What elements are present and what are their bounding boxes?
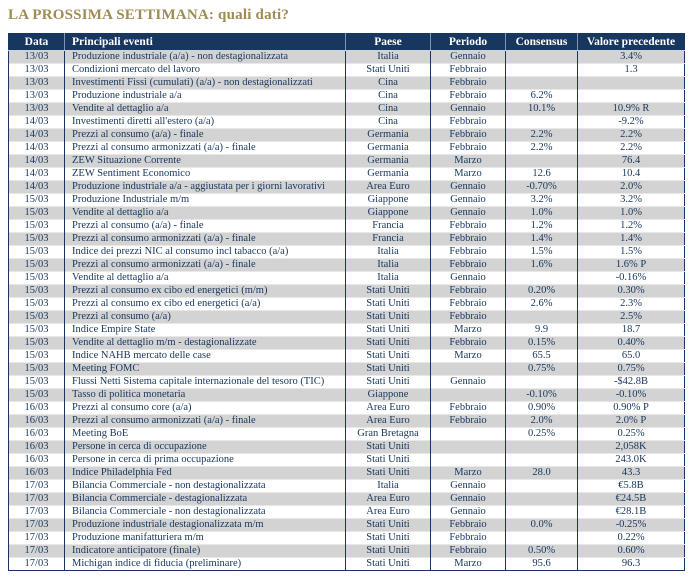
- cell-consensus: [506, 441, 578, 454]
- cell-date: 13/03: [9, 90, 65, 103]
- cell-consensus: [506, 376, 578, 389]
- cell-event: Vendite al dettaglio a/a: [65, 207, 346, 220]
- cell-date: 15/03: [9, 350, 65, 363]
- cell-period: Febbraio: [431, 415, 506, 428]
- cell-previous: 2.0% P: [578, 415, 685, 428]
- cell-event: Vendite al dettaglio a/a: [65, 272, 346, 285]
- cell-country: Stati Uniti: [346, 350, 431, 363]
- cell-consensus: [506, 311, 578, 324]
- table-row: [9, 116, 685, 129]
- cell-previous: 1.4%: [578, 233, 685, 246]
- cell-date: 14/03: [9, 181, 65, 194]
- cell-country: Francia: [346, 220, 431, 233]
- cell-period: Gennaio: [431, 207, 506, 220]
- cell-country: Stati Uniti: [346, 337, 431, 350]
- cell-date: 15/03: [9, 246, 65, 259]
- table-row: [9, 181, 685, 194]
- cell-date: 17/03: [9, 493, 65, 506]
- table-row: [9, 311, 685, 324]
- cell-previous: 2.3%: [578, 298, 685, 311]
- cell-date: 17/03: [9, 532, 65, 545]
- cell-consensus: [506, 506, 578, 519]
- cell-event: ZEW Situazione Corrente: [65, 155, 346, 168]
- table-row: [9, 103, 685, 116]
- cell-previous: 76.4: [578, 155, 685, 168]
- cell-date: 15/03: [9, 376, 65, 389]
- cell-previous: -0.25%: [578, 519, 685, 532]
- column-header-valore-precedente: Valore precedente: [578, 34, 685, 51]
- cell-consensus: -0.10%: [506, 389, 578, 402]
- cell-previous: 243.0K: [578, 454, 685, 467]
- cell-previous: €28.1B: [578, 506, 685, 519]
- table-row: [9, 428, 685, 441]
- cell-date: 17/03: [9, 506, 65, 519]
- cell-consensus: [506, 493, 578, 506]
- cell-date: 15/03: [9, 194, 65, 207]
- cell-date: 14/03: [9, 168, 65, 181]
- cell-consensus: 1.6%: [506, 259, 578, 272]
- table-row: [9, 324, 685, 337]
- cell-period: Febbraio: [431, 532, 506, 545]
- cell-event: Prezzi al consumo (a/a) - finale: [65, 220, 346, 233]
- cell-date: 15/03: [9, 337, 65, 350]
- table-row: [9, 389, 685, 402]
- cell-country: Area Euro: [346, 493, 431, 506]
- cell-consensus: 2.2%: [506, 142, 578, 155]
- cell-period: Marzo: [431, 324, 506, 337]
- table-row: [9, 207, 685, 220]
- cell-previous: €24.5B: [578, 493, 685, 506]
- cell-date: 17/03: [9, 519, 65, 532]
- table-row: [9, 90, 685, 103]
- cell-event: Indicatore anticipatore (finale): [65, 545, 346, 558]
- cell-previous: 18.7: [578, 324, 685, 337]
- cell-country: Germania: [346, 142, 431, 155]
- cell-consensus: [506, 77, 578, 90]
- cell-period: Gennaio: [431, 272, 506, 285]
- cell-event: Prezzi al consumo (a/a): [65, 311, 346, 324]
- cell-previous: 96.3: [578, 558, 685, 571]
- cell-event: Flussi Netti Sistema capitale internazionale del tesoro (TIC): [65, 376, 346, 389]
- cell-consensus: 0.25%: [506, 428, 578, 441]
- cell-date: 16/03: [9, 428, 65, 441]
- cell-consensus: 0.50%: [506, 545, 578, 558]
- cell-previous: 43.3: [578, 467, 685, 480]
- table-row: [9, 77, 685, 90]
- cell-date: 14/03: [9, 129, 65, 142]
- cell-country: Stati Uniti: [346, 532, 431, 545]
- cell-period: Marzo: [431, 558, 506, 571]
- cell-date: 16/03: [9, 441, 65, 454]
- cell-country: Cina: [346, 90, 431, 103]
- table-row: [9, 532, 685, 545]
- cell-date: 15/03: [9, 272, 65, 285]
- cell-event: Prezzi al consumo armonizzati (a/a) - finale: [65, 142, 346, 155]
- cell-previous: 0.30%: [578, 285, 685, 298]
- cell-period: Febbraio: [431, 259, 506, 272]
- cell-previous: 2.2%: [578, 129, 685, 142]
- cell-period: [431, 454, 506, 467]
- cell-consensus: 2.0%: [506, 415, 578, 428]
- table-row: [9, 233, 685, 246]
- cell-event: Indice NAHB mercato delle case: [65, 350, 346, 363]
- cell-previous: 1.5%: [578, 246, 685, 259]
- column-header-paese: Paese: [346, 34, 431, 51]
- cell-country: Germania: [346, 155, 431, 168]
- cell-period: Febbraio: [431, 233, 506, 246]
- cell-previous: 0.60%: [578, 545, 685, 558]
- cell-previous: -0.16%: [578, 272, 685, 285]
- cell-event: Indice Empire State: [65, 324, 346, 337]
- cell-period: Febbraio: [431, 311, 506, 324]
- cell-event: Produzione Industriale m/m: [65, 194, 346, 207]
- cell-event: Produzione industriale (a/a) - non destagionalizzata: [65, 51, 346, 64]
- cell-country: Stati Uniti: [346, 519, 431, 532]
- page-title: LA PROSSIMA SETTIMANA: quali dati?: [8, 7, 290, 23]
- column-header-principali-eventi: Principali eventi: [65, 34, 346, 51]
- cell-period: Marzo: [431, 168, 506, 181]
- cell-previous: 0.40%: [578, 337, 685, 350]
- cell-previous: -0.10%: [578, 389, 685, 402]
- table-row: [9, 545, 685, 558]
- cell-consensus: 0.90%: [506, 402, 578, 415]
- cell-period: Marzo: [431, 467, 506, 480]
- column-header-consensus: Consensus: [506, 34, 578, 51]
- cell-period: [431, 363, 506, 376]
- cell-date: 17/03: [9, 558, 65, 571]
- cell-consensus: 28.0: [506, 467, 578, 480]
- cell-country: Italia: [346, 246, 431, 259]
- cell-date: 15/03: [9, 220, 65, 233]
- table-row: [9, 220, 685, 233]
- cell-previous: 1.0%: [578, 207, 685, 220]
- cell-country: Giappone: [346, 207, 431, 220]
- cell-country: Stati Uniti: [346, 467, 431, 480]
- table-row: [9, 363, 685, 376]
- cell-previous: 2.2%: [578, 142, 685, 155]
- cell-date: 15/03: [9, 285, 65, 298]
- cell-period: Gennaio: [431, 480, 506, 493]
- table-row: [9, 480, 685, 493]
- cell-date: 16/03: [9, 415, 65, 428]
- cell-date: 15/03: [9, 259, 65, 272]
- cell-country: Italia: [346, 272, 431, 285]
- cell-previous: -$42.8B: [578, 376, 685, 389]
- cell-date: 15/03: [9, 324, 65, 337]
- cell-consensus: [506, 480, 578, 493]
- cell-previous: €5.8B: [578, 480, 685, 493]
- table-row: [9, 129, 685, 142]
- cell-period: [431, 389, 506, 402]
- cell-date: 14/03: [9, 116, 65, 129]
- cell-consensus: 3.2%: [506, 194, 578, 207]
- cell-consensus: [506, 64, 578, 77]
- cell-consensus: [506, 116, 578, 129]
- cell-consensus: 95.6: [506, 558, 578, 571]
- cell-event: Prezzi al consumo (a/a) - finale: [65, 129, 346, 142]
- cell-event: Investimenti diretti all'estero (a/a): [65, 116, 346, 129]
- cell-date: 17/03: [9, 545, 65, 558]
- cell-event: Bilancia Commerciale - non destagionalizzata: [65, 506, 346, 519]
- cell-consensus: 1.0%: [506, 207, 578, 220]
- cell-country: Germania: [346, 129, 431, 142]
- cell-period: Febbraio: [431, 142, 506, 155]
- cell-date: 13/03: [9, 51, 65, 64]
- table-row: [9, 298, 685, 311]
- cell-country: Stati Uniti: [346, 311, 431, 324]
- cell-consensus: 0.75%: [506, 363, 578, 376]
- cell-date: 15/03: [9, 311, 65, 324]
- cell-country: Italia: [346, 51, 431, 64]
- cell-event: Produzione industriale destagionalizzata m/m: [65, 519, 346, 532]
- table-row: [9, 506, 685, 519]
- cell-country: Area Euro: [346, 181, 431, 194]
- cell-period: Febbraio: [431, 77, 506, 90]
- cell-date: 16/03: [9, 402, 65, 415]
- cell-country: Cina: [346, 77, 431, 90]
- cell-event: Produzione industriale a/a - aggiustata per i giorni lavorativi: [65, 181, 346, 194]
- cell-consensus: -0.70%: [506, 181, 578, 194]
- table-row: [9, 454, 685, 467]
- column-header-data: Data: [9, 34, 65, 51]
- cell-event: Prezzi al consumo ex cibo ed energetici (a/a): [65, 298, 346, 311]
- cell-consensus: [506, 532, 578, 545]
- cell-period: Gennaio: [431, 506, 506, 519]
- cell-previous: 2.0%: [578, 181, 685, 194]
- cell-event: Vendite al dettaglio m/m - destagionalizzate: [65, 337, 346, 350]
- cell-date: 15/03: [9, 233, 65, 246]
- cell-event: Prezzi al consumo ex cibo ed energetici (m/m): [65, 285, 346, 298]
- cell-period: Gennaio: [431, 51, 506, 64]
- cell-previous: 1.3: [578, 64, 685, 77]
- cell-period: Gennaio: [431, 376, 506, 389]
- cell-period: Febbraio: [431, 402, 506, 415]
- cell-event: Prezzi al consumo armonizzati (a/a) - finale: [65, 233, 346, 246]
- cell-country: Stati Uniti: [346, 558, 431, 571]
- cell-period: Febbraio: [431, 545, 506, 558]
- cell-previous: 0.25%: [578, 428, 685, 441]
- cell-event: Meeting FOMC: [65, 363, 346, 376]
- cell-previous: 10.9% R: [578, 103, 685, 116]
- cell-consensus: 2.6%: [506, 298, 578, 311]
- table-row: [9, 51, 685, 64]
- cell-country: Giappone: [346, 389, 431, 402]
- cell-previous: 1.6% P: [578, 259, 685, 272]
- table-row: [9, 350, 685, 363]
- cell-period: [431, 441, 506, 454]
- cell-consensus: [506, 454, 578, 467]
- cell-event: Prezzi al consumo armonizzati (a/a) - finale: [65, 415, 346, 428]
- cell-country: Cina: [346, 116, 431, 129]
- table-row: [9, 519, 685, 532]
- cell-country: Stati Uniti: [346, 441, 431, 454]
- cell-period: Febbraio: [431, 220, 506, 233]
- cell-country: Stati Uniti: [346, 363, 431, 376]
- cell-period: Gennaio: [431, 493, 506, 506]
- cell-event: Condizioni mercato del lavoro: [65, 64, 346, 77]
- cell-country: Cina: [346, 103, 431, 116]
- cell-consensus: [506, 272, 578, 285]
- cell-date: 15/03: [9, 207, 65, 220]
- cell-consensus: 1.4%: [506, 233, 578, 246]
- cell-event: Investimenti Fissi (cumulati) (a/a) - non destagionalizzati: [65, 77, 346, 90]
- cell-consensus: 65.5: [506, 350, 578, 363]
- cell-event: Bilancia Commerciale - non destagionalizzata: [65, 480, 346, 493]
- cell-country: Gran Bretagna: [346, 428, 431, 441]
- table-row: [9, 246, 685, 259]
- cell-period: Gennaio: [431, 181, 506, 194]
- table-row: [9, 272, 685, 285]
- cell-period: Febbraio: [431, 285, 506, 298]
- cell-consensus: 12.6: [506, 168, 578, 181]
- cell-date: 15/03: [9, 363, 65, 376]
- cell-country: Stati Uniti: [346, 285, 431, 298]
- cell-country: Area Euro: [346, 415, 431, 428]
- cell-event: Persone in cerca di occupazione: [65, 441, 346, 454]
- cell-date: 15/03: [9, 298, 65, 311]
- cell-period: Febbraio: [431, 90, 506, 103]
- cell-event: Michigan indice di fiducia (preliminare): [65, 558, 346, 571]
- cell-previous: 1.2%: [578, 220, 685, 233]
- cell-previous: 2.5%: [578, 311, 685, 324]
- cell-previous: 2,058K: [578, 441, 685, 454]
- cell-consensus: [506, 155, 578, 168]
- cell-country: Italia: [346, 480, 431, 493]
- cell-period: Marzo: [431, 155, 506, 168]
- cell-previous: -9.2%: [578, 116, 685, 129]
- cell-event: Meeting BoE: [65, 428, 346, 441]
- cell-event: Indice Philadelphia Fed: [65, 467, 346, 480]
- cell-period: Gennaio: [431, 103, 506, 116]
- table-body: [9, 51, 685, 571]
- cell-country: Area Euro: [346, 402, 431, 415]
- cell-country: Area Euro: [346, 506, 431, 519]
- table-header-row: [9, 34, 685, 51]
- cell-period: Febbraio: [431, 129, 506, 142]
- cell-event: ZEW Sentiment Economico: [65, 168, 346, 181]
- cell-country: Italia: [346, 259, 431, 272]
- table-row: [9, 142, 685, 155]
- cell-consensus: 10.1%: [506, 103, 578, 116]
- cell-country: Stati Uniti: [346, 324, 431, 337]
- cell-previous: 10.4: [578, 168, 685, 181]
- table-row: [9, 415, 685, 428]
- cell-previous: [578, 77, 685, 90]
- cell-period: [431, 428, 506, 441]
- cell-period: Febbraio: [431, 64, 506, 77]
- cell-consensus: 0.20%: [506, 285, 578, 298]
- cell-country: Giappone: [346, 194, 431, 207]
- economic-calendar-table: [8, 33, 685, 571]
- column-header-periodo: Periodo: [431, 34, 506, 51]
- table-row: [9, 194, 685, 207]
- cell-previous: 3.4%: [578, 51, 685, 64]
- cell-country: Stati Uniti: [346, 298, 431, 311]
- table-row: [9, 402, 685, 415]
- cell-event: Tasso di politica monetaria: [65, 389, 346, 402]
- cell-country: Stati Uniti: [346, 454, 431, 467]
- cell-country: Stati Uniti: [346, 545, 431, 558]
- cell-date: 14/03: [9, 155, 65, 168]
- table-row: [9, 376, 685, 389]
- table-row: [9, 168, 685, 181]
- cell-previous: 65.0: [578, 350, 685, 363]
- cell-consensus: 0.15%: [506, 337, 578, 350]
- cell-date: 15/03: [9, 389, 65, 402]
- cell-consensus: 2.2%: [506, 129, 578, 142]
- cell-date: 16/03: [9, 454, 65, 467]
- cell-consensus: 0.0%: [506, 519, 578, 532]
- table-row: [9, 259, 685, 272]
- cell-event: Produzione manifatturiera m/m: [65, 532, 346, 545]
- cell-previous: [578, 90, 685, 103]
- table-row: [9, 441, 685, 454]
- cell-date: 13/03: [9, 64, 65, 77]
- cell-previous: 0.22%: [578, 532, 685, 545]
- cell-country: Stati Uniti: [346, 64, 431, 77]
- cell-country: Germania: [346, 168, 431, 181]
- table-row: [9, 64, 685, 77]
- cell-period: Febbraio: [431, 337, 506, 350]
- cell-country: Stati Uniti: [346, 376, 431, 389]
- table-row: [9, 493, 685, 506]
- table-row: [9, 558, 685, 571]
- cell-previous: 3.2%: [578, 194, 685, 207]
- cell-period: Febbraio: [431, 298, 506, 311]
- cell-country: Francia: [346, 233, 431, 246]
- cell-event: Indice dei prezzi NIC al consumo incl tabacco (a/a): [65, 246, 346, 259]
- cell-event: Bilancia Commerciale - destagionalizzata: [65, 493, 346, 506]
- cell-date: 13/03: [9, 77, 65, 90]
- cell-date: 14/03: [9, 142, 65, 155]
- table-row: [9, 467, 685, 480]
- cell-previous: 0.75%: [578, 363, 685, 376]
- cell-consensus: 1.2%: [506, 220, 578, 233]
- cell-date: 17/03: [9, 480, 65, 493]
- cell-period: Febbraio: [431, 246, 506, 259]
- table-row: [9, 337, 685, 350]
- cell-consensus: 9.9: [506, 324, 578, 337]
- cell-date: 16/03: [9, 467, 65, 480]
- cell-consensus: 1.5%: [506, 246, 578, 259]
- cell-period: Marzo: [431, 350, 506, 363]
- cell-event: Prezzi al consumo armonizzati (a/a) - finale: [65, 259, 346, 272]
- cell-event: Persone in cerca di prima occupazione: [65, 454, 346, 467]
- table-row: [9, 155, 685, 168]
- cell-date: 13/03: [9, 103, 65, 116]
- table-row: [9, 285, 685, 298]
- cell-consensus: 6.2%: [506, 90, 578, 103]
- cell-previous: 0.90% P: [578, 402, 685, 415]
- cell-event: Prezzi al consumo core (a/a): [65, 402, 346, 415]
- cell-event: Vendite al dettaglio a/a: [65, 103, 346, 116]
- cell-period: Febbraio: [431, 519, 506, 532]
- cell-consensus: [506, 51, 578, 64]
- cell-period: Febbraio: [431, 116, 506, 129]
- cell-event: Produzione industriale a/a: [65, 90, 346, 103]
- cell-period: Gennaio: [431, 194, 506, 207]
